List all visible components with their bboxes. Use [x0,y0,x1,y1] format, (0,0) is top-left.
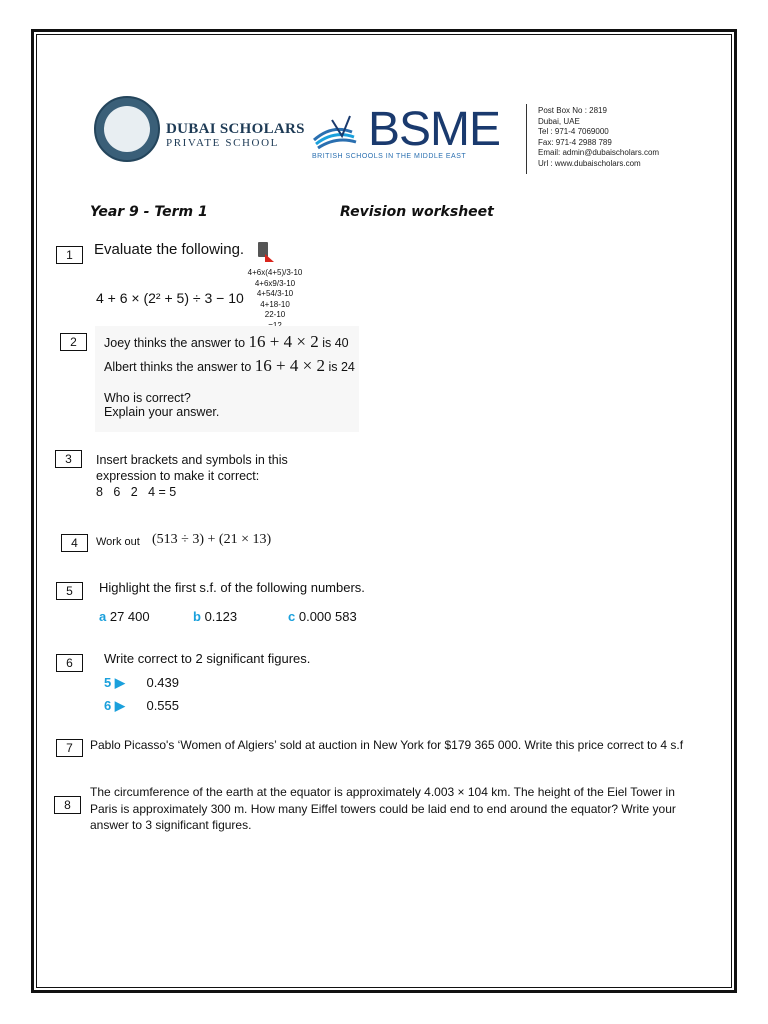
bsme-logo-text: BSME [368,103,501,156]
item-value: 0.439 [146,675,180,690]
q2-line2-answer: is 24 [328,360,355,374]
bsme-book-logo [312,110,368,150]
contact-divider [526,104,527,174]
question-number-box: 7 [56,739,83,757]
q2-line1-text: Joey thinks the answer to [104,336,246,350]
question-number-box: 3 [55,450,82,468]
question-number-box: 8 [54,796,81,814]
q4-label: Work out [96,536,140,548]
contact-line: Tel : 971-4 7069000 [538,127,609,136]
q2-line1 [104,334,349,351]
working-line: 4+6x9/3-10 [254,278,296,288]
working-line: 4+18-10 [260,299,290,309]
q6-prompt: Write correct to 2 significant figures. [104,651,311,666]
question-number-box: 5 [56,582,83,600]
contact-line: Url : www.dubaischolars.com [538,158,641,168]
q2-line2-text: Albert thinks the answer to [104,360,252,374]
item-value: 27 400 [109,609,150,624]
q5-item-a [99,609,150,625]
contact-block [538,106,659,169]
q3-line2: expression to make it correct: [96,469,260,483]
worksheet-title: Revision worksheet [340,204,494,220]
q4-expression: (513 ÷ 3) + (21 × 13) [152,532,272,547]
working-line: 22-10 [264,310,286,320]
q8-text: The circumference of the earth at the equator is approximately 4.003 × 104 km. The height of the Eiel Tower in Paris is approximately 300 m. How many Eiffel towers could be laid end to end around the equator? Write your answer to 3 significant figures. [90,785,676,832]
q3-expression: 8 6 2 4 = 5 [96,485,177,499]
q1-prompt: Evaluate the following. [94,241,245,258]
school-name: DUBAI SCHOLARS [166,121,305,137]
school-subtitle: PRIVATE SCHOOL [166,137,279,149]
working-line: 4+6x(4+5)/3-10 [247,268,303,277]
worksheet-year-term: Year 9 - Term 1 [90,204,208,220]
item-letter: c [288,609,296,624]
question-number-box: 2 [60,333,87,351]
item-marker: 5 ▶ [104,675,125,690]
q2-line2 [104,358,355,375]
q2-line4: Explain your answer. [104,405,220,419]
question-number-box: 6 [56,654,83,672]
question-number-box: 1 [56,246,83,264]
contact-line: Dubai, UAE [538,116,580,126]
calculator-icon [258,242,268,257]
q1-expression: 4 + 6 × (2² + 5) ÷ 3 − 10 [96,290,244,306]
school-crest-logo [94,96,160,162]
contact-line: Email: admin@dubaischolars.com [538,148,660,157]
q2-line1-answer: is 40 [322,336,349,350]
q7-text: Pablo Picasso's ‘Women of Algiers’ sold at auction in New York for $179 365 000. Write this price correct to 4 s.f [90,738,684,752]
q2-line3: Who is correct? [104,391,191,405]
q6-item-2 [104,698,179,714]
item-value: 0.555 [146,698,180,713]
item-letter: a [99,609,107,624]
q5-item-c [288,609,357,625]
q2-line2-expression: 16 + 4 × 2 [254,356,325,375]
item-value: 0.123 [204,609,238,624]
page-border-inner [36,34,732,988]
q2-line1-expression: 16 + 4 × 2 [248,332,319,351]
contact-line: Fax: 971-4 2988 789 [538,137,612,147]
q3-line1: Insert brackets and symbols in this [96,453,288,467]
q5-item-b [193,609,237,625]
q5-prompt: Highlight the first s.f. of the following numbers. [99,580,365,595]
question-number-box: 4 [61,534,88,552]
working-line: 4+54/3-10 [256,289,294,299]
item-value: 0.000 583 [298,609,357,624]
q1-working [238,268,312,332]
bsme-tagline: BRITISH SCHOOLS IN THE MIDDLE EAST [312,153,467,160]
item-letter: b [193,609,201,624]
q6-item-1 [104,675,179,691]
item-marker: 6 ▶ [104,698,125,713]
contact-line: Post Box No : 2819 [538,106,607,115]
